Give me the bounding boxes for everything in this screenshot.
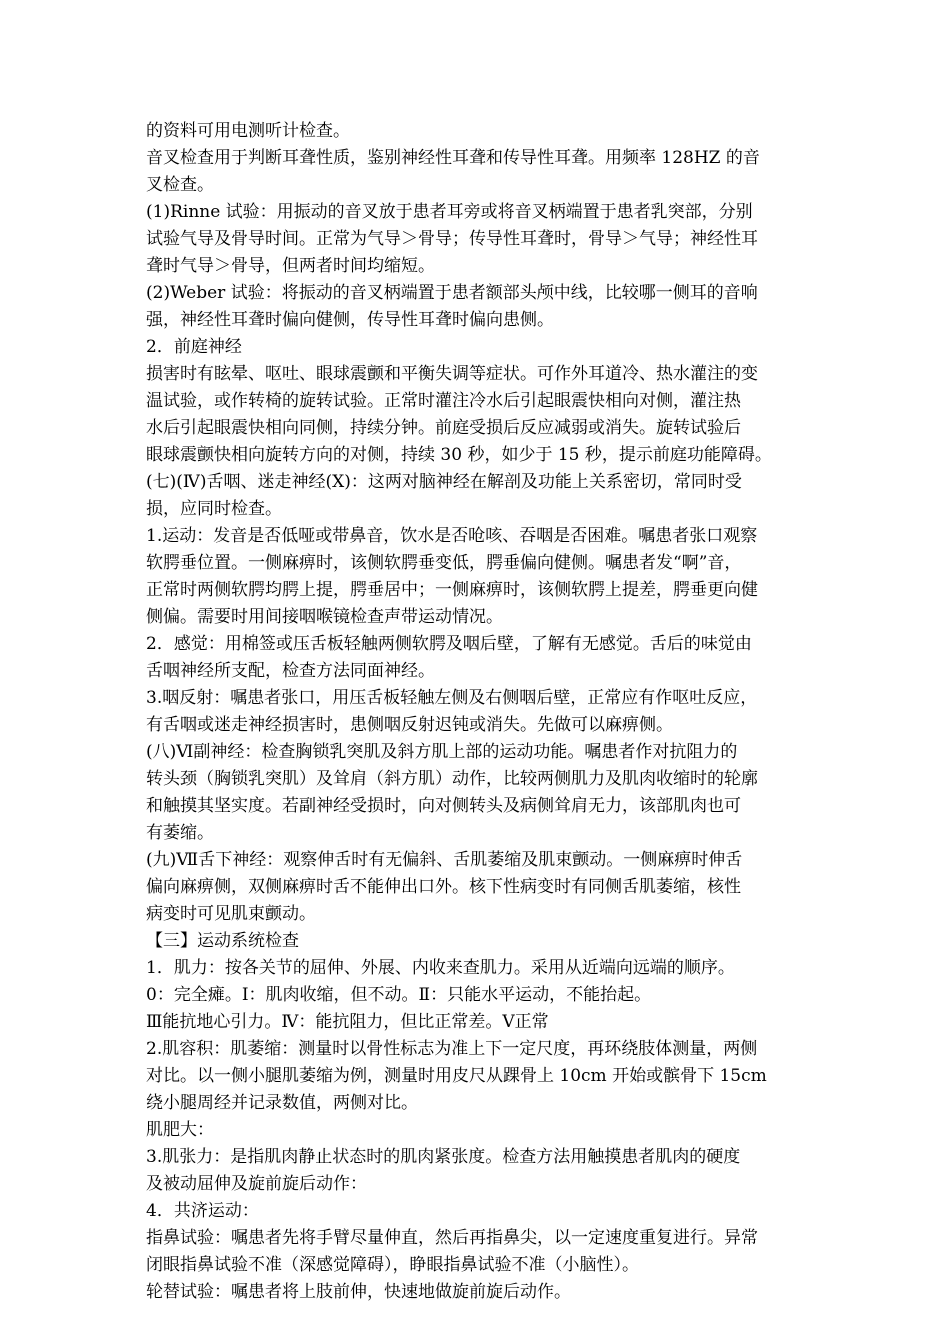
text-line: Ⅲ能抗地心引力。Ⅳ：能抗阻力，但比正常差。Ⅴ正常 bbox=[146, 1012, 549, 1032]
text-line: 3.咽反射：嘱患者张口，用压舌板轻触左侧及右侧咽后壁，正常应有作呕吐反应， bbox=[146, 688, 758, 708]
text-line: 有舌咽或迷走神经损害时，患侧咽反射迟钝或消失。先做可以麻痹侧。 bbox=[146, 715, 673, 735]
text-line: 1．肌力：按各关节的屈伸、外展、内收来查肌力。采用从近端向远端的顺序。 bbox=[146, 958, 735, 978]
text-line: 2．感觉：用棉签或压舌板轻触两侧软腭及咽后壁，了解有无感觉。舌后的味觉由 bbox=[146, 634, 752, 654]
text-line: 正常时两侧软腭均腭上提，腭垂居中；一侧麻痹时，该侧软腭上提差，腭垂更向健 bbox=[146, 580, 758, 600]
text-line: 的资料可用电测听计检查。 bbox=[146, 121, 350, 141]
text-line: 对比。以一侧小腿肌萎缩为例，测量时用皮尺从踝骨上 10cm 开始或髌骨下 15cm bbox=[146, 1066, 767, 1086]
text-line: (2)Weber 试验：将振动的音叉柄端置于患者额部头颅中线，比较哪一侧耳的音响 bbox=[146, 283, 758, 303]
text-line: 指鼻试验：嘱患者先将手臂尽量伸直，然后再指鼻尖，以一定速度重复进行。异常 bbox=[146, 1228, 758, 1248]
text-line: 音叉检查用于判断耳聋性质，鉴别神经性耳聋和传导性耳聋。用频率 128HZ 的音 bbox=[146, 148, 760, 168]
text-line: 肌肥大： bbox=[146, 1120, 214, 1140]
text-line: 1.运动：发音是否低哑或带鼻音，饮水是否呛咳、吞咽是否困难。嘱患者张口观察 bbox=[146, 526, 758, 546]
text-line: 0：完全瘫。Ⅰ：肌肉收缩，但不动。Ⅱ：只能水平运动，不能抬起。 bbox=[146, 985, 652, 1005]
text-line: 及被动屈伸及旋前旋后动作： bbox=[146, 1174, 367, 1194]
text-line: 2.肌容积：肌萎缩：测量时以骨性标志为准上下一定尺度，再环绕肢体测量，两侧 bbox=[146, 1039, 758, 1059]
text-line: 轮替试验：嘱患者将上肢前伸，快速地做旋前旋后动作。 bbox=[146, 1282, 571, 1302]
text-line: (七)(Ⅳ)舌咽、迷走神经(Ⅹ)：这两对脑神经在解剖及功能上关系密切，常同时受 bbox=[146, 472, 742, 492]
text-line: 温试验，或作转椅的旋转试验。正常时灌注冷水后引起眼震快相向对侧，灌注热 bbox=[146, 391, 741, 411]
text-line: 软腭垂位置。一侧麻痹时，该侧软腭垂变低，腭垂偏向健侧。嘱患者发“啊”音， bbox=[146, 553, 742, 573]
text-line: 舌咽神经所支配，检查方法同面神经。 bbox=[146, 661, 435, 681]
text-line: 2．前庭神经 bbox=[146, 337, 242, 357]
text-line: 闭眼指鼻试验不准（深感觉障碍），睁眼指鼻试验不准（小脑性）。 bbox=[146, 1255, 639, 1275]
text-line: 眼球震颤快相向旋转方向的对侧，持续 30 秒，如少于 15 秒，提示前庭功能障碍。 bbox=[146, 445, 772, 465]
text-line: 有萎缩。 bbox=[146, 823, 214, 843]
text-line: 3.肌张力：是指肌肉静止状态时的肌肉紧张度。检查方法用触摸患者肌肉的硬度 bbox=[146, 1147, 741, 1167]
text-line: (九)Ⅶ舌下神经：观察伸舌时有无偏斜、舌肌萎缩及肌束颤动。一侧麻痹时伸舌 bbox=[146, 850, 743, 870]
text-line: 损害时有眩晕、呕吐、眼球震颤和平衡失调等症状。可作外耳道冷、热水灌注的变 bbox=[146, 364, 758, 384]
text-line: 转头颈（胸锁乳突肌）及耸肩（斜方肌）动作，比较两侧肌力及肌肉收缩时的轮廓 bbox=[146, 769, 758, 789]
text-line: 试验气导及骨导时间。正常为气导＞骨导；传导性耳聋时，骨导＞气导；神经性耳 bbox=[146, 229, 758, 249]
text-line: 和触摸其坚实度。若副神经受损时，向对侧转头及病侧耸肩无力，该部肌肉也可 bbox=[146, 796, 741, 816]
text-line: 偏向麻痹侧，双侧麻痹时舌不能伸出口外。核下性病变时有同侧舌肌萎缩，核性 bbox=[146, 877, 741, 897]
text-line: 绕小腿周经并记录数值，两侧对比。 bbox=[146, 1093, 418, 1113]
text-line: 损，应同时检查。 bbox=[146, 499, 282, 519]
text-line: 水后引起眼震快相向同侧，持续分钟。前庭受损后反应减弱或消失。旋转试验后 bbox=[146, 418, 741, 438]
text-line: 叉检查。 bbox=[146, 175, 214, 195]
text-line: 4．共济运动： bbox=[146, 1201, 259, 1221]
text-line: 【三】运动系统检查 bbox=[146, 931, 299, 951]
document-page bbox=[146, 118, 814, 1306]
text-line: (八)Ⅵ副神经：检查胸锁乳突肌及斜方肌上部的运动功能。嘱患者作对抗阻力的 bbox=[146, 742, 738, 762]
text-line: 强，神经性耳聋时偏向健侧，传导性耳聋时偏向患侧。 bbox=[146, 310, 554, 330]
text-line: 聋时气导＞骨导，但两者时间均缩短。 bbox=[146, 256, 435, 276]
text-line: 侧偏。需要时用间接咽喉镜检查声带运动情况。 bbox=[146, 607, 503, 627]
text-line: 病变时可见肌束颤动。 bbox=[146, 904, 316, 924]
text-line: (1)Rinne 试验：用振动的音叉放于患者耳旁或将音叉柄端置于患者乳突部，分别 bbox=[146, 202, 753, 222]
